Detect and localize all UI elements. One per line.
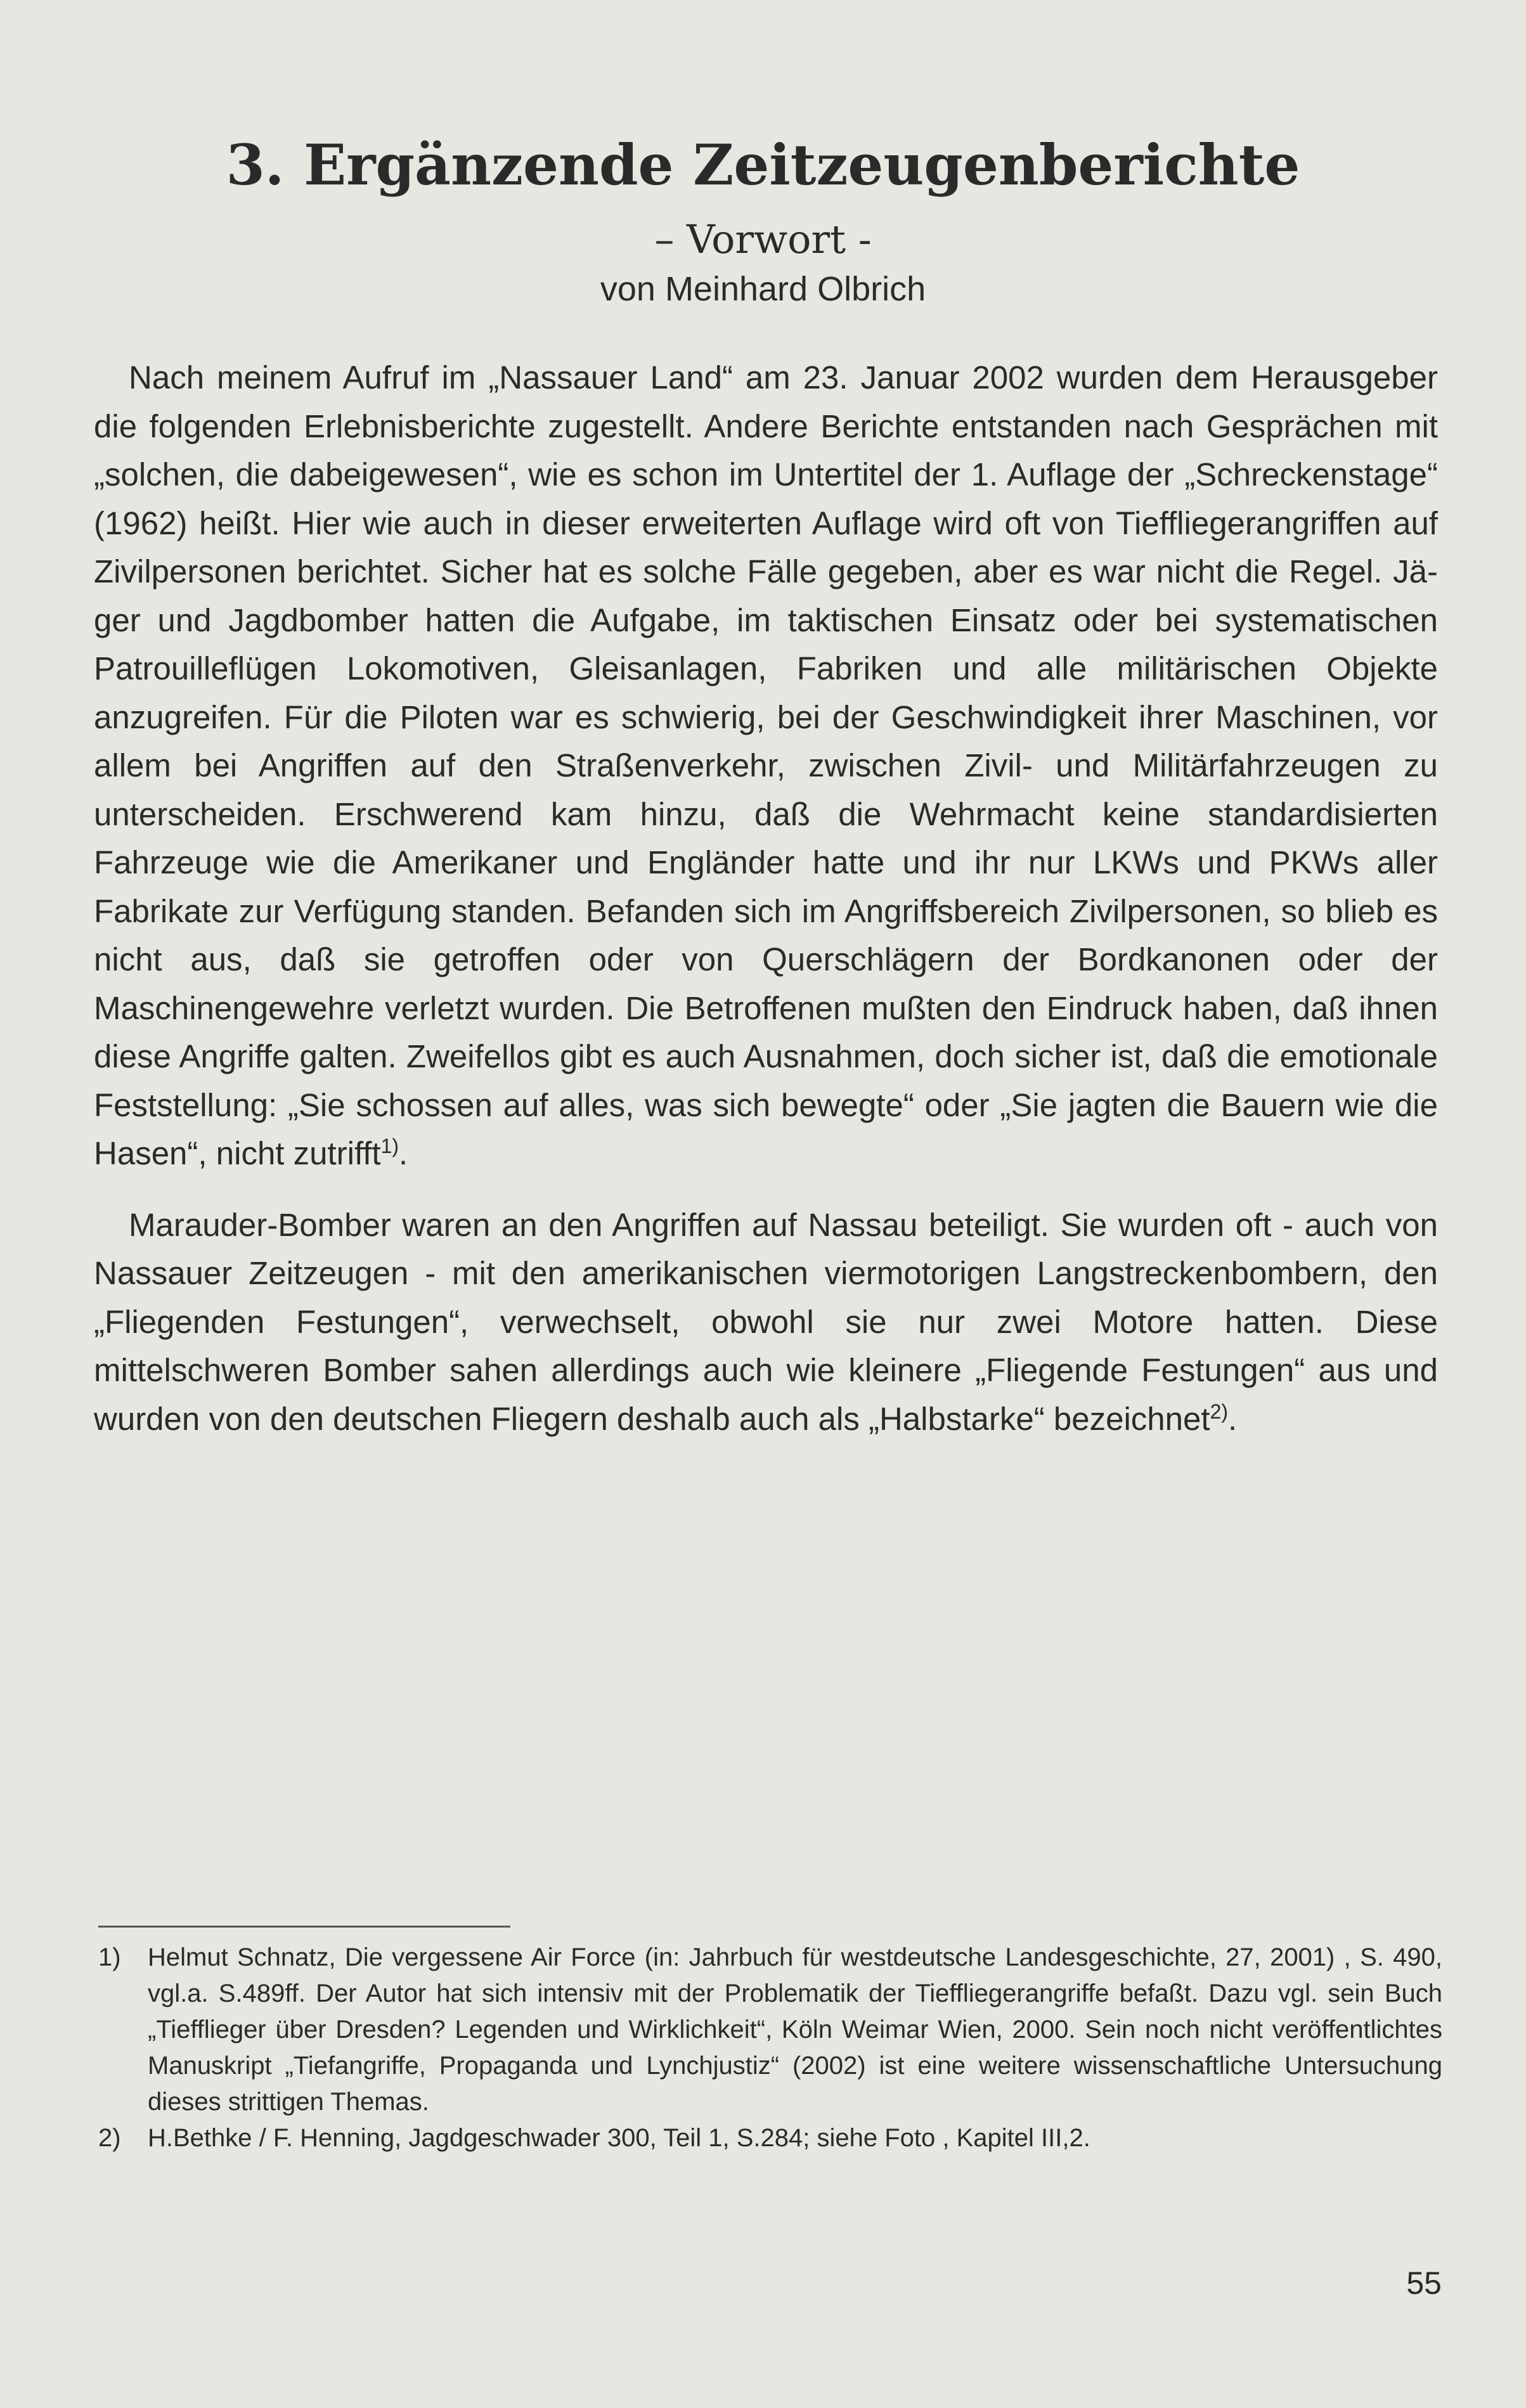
- footnote: [98, 2120, 1442, 2156]
- paragraph: [94, 1201, 1438, 1444]
- footnote-number: 2): [98, 2124, 121, 2152]
- footnote: [98, 1940, 1442, 2120]
- footnote-number: 1): [98, 1943, 121, 1971]
- paragraph-end: .: [1228, 1400, 1238, 1437]
- page-number: 55: [1406, 2265, 1442, 2301]
- paragraph: [94, 354, 1438, 1178]
- footnote-text: Helmut Schnatz, Die vergessene Air Force (in: Jahrbuch für westdeutsche Landesgeschichte, 27, 2001) , S. 490, vgl.a. S.489ff. Der Autor hat sich intensiv mit der Problematik der Tieffliegerangriffe befaßt. Dazu vgl. sein Buch „Tiefflieger über Dresden? Legenden und Wirklichkeit“, Köln Weimar Wien, 2000. Sein noch nicht veröffentlichtes Manuskript „Tiefangriffe, Propaganda und Lynchjustiz“ (2002) ist eine weitere wissenschaftliche Untersuchung dieses strittigen Themas.: [148, 1943, 1442, 2116]
- body-text: [94, 354, 1438, 1443]
- footnote-text: H.Bethke / F. Henning, Jagdgeschwader 300, Teil 1, S.284; siehe Foto , Kapitel III,2.: [148, 2124, 1090, 2152]
- paragraph-end: .: [399, 1135, 408, 1171]
- footnote-divider: [98, 1926, 510, 1928]
- author-line: von Meinhard Olbrich: [600, 270, 926, 308]
- footnote-reference: 2): [1210, 1400, 1229, 1423]
- paragraph-text: Nach meinem Aufruf im „Nassauer Land“ am 23. Januar 2002 wurden dem Herausgeber die folgenden Erlebnisberichte zugestellt. Andere Berichte entstanden nach Gesprächen mit „solchen, die dabeigewesen“, wie es schon im Untertitel der 1. Auflage der „Schreckenstage“ (1962) heißt. Hier wie auch in dieser erweiterten Auflage wird oft von Tieffliegerangriffen auf Zivilpersonen berichtet. Sicher hat es solche Fälle gegeben, aber es war nicht die Regel. Jäger und Jagdbomber hatten die Aufgabe, im taktischen Einsatz oder bei systematischen Patrouilleflügen Lokomotiven, Gleisanlagen, Fabriken und alle militärischen Objekte anzugreifen. Für die Piloten war es schwierig, bei der Geschwindigkeit ihrer Maschinen, vor allem bei Angriffen auf den Straßenverkehr, zwischen Zivil- und Militärfahrzeugen zu unterscheiden. Erschwerend kam hinzu, daß die Wehrmacht keine standardisierten Fahrzeuge wie die Amerikaner und Engländer hatte und ihr nur LKWs und PKWs aller Fabrikate zur Verfügung standen. Befanden sich im Angriffsbereich Zivilpersonen, so blieb es nicht aus, daß sie getroffen oder von Querschlägern der Bordkanonen oder der Maschinengewehre verletzt wurden. Die Betroffenen mußten den Eindruck haben, daß ihnen diese Angriffe galten. Zweifellos gibt es auch Ausnahmen, doch sicher ist, daß die emotionale Feststellung: „Sie schossen auf alles, was sich bewegte“ oder „Sie jagten die Bauern wie die Hasen“, nicht zutrifft: [94, 359, 1438, 1171]
- chapter-title: 3. Ergänzende Zeitzeugenberichte: [226, 132, 1300, 198]
- footnotes: [98, 1940, 1442, 2156]
- chapter-subtitle: – Vorwort -: [654, 216, 872, 262]
- paragraph-text: Marauder-Bomber waren an den Angriffen auf Nassau beteiligt. Sie wurden oft - auch von Nassauer Zeitzeugen - mit den amerikanischen viermotorigen Langstreckenbombern, den „Fliegenden Festungen“, verwechselt, obwohl sie nur zwei Motore hatten. Diese mittelschweren Bomber sahen allerdings auch wie kleinere „Fliegende Festungen“ aus und wurden von den deutschen Fliegern deshalb auch als „Halbstarke“ bezeichnet: [94, 1206, 1438, 1437]
- footnote-reference: 1): [380, 1135, 399, 1157]
